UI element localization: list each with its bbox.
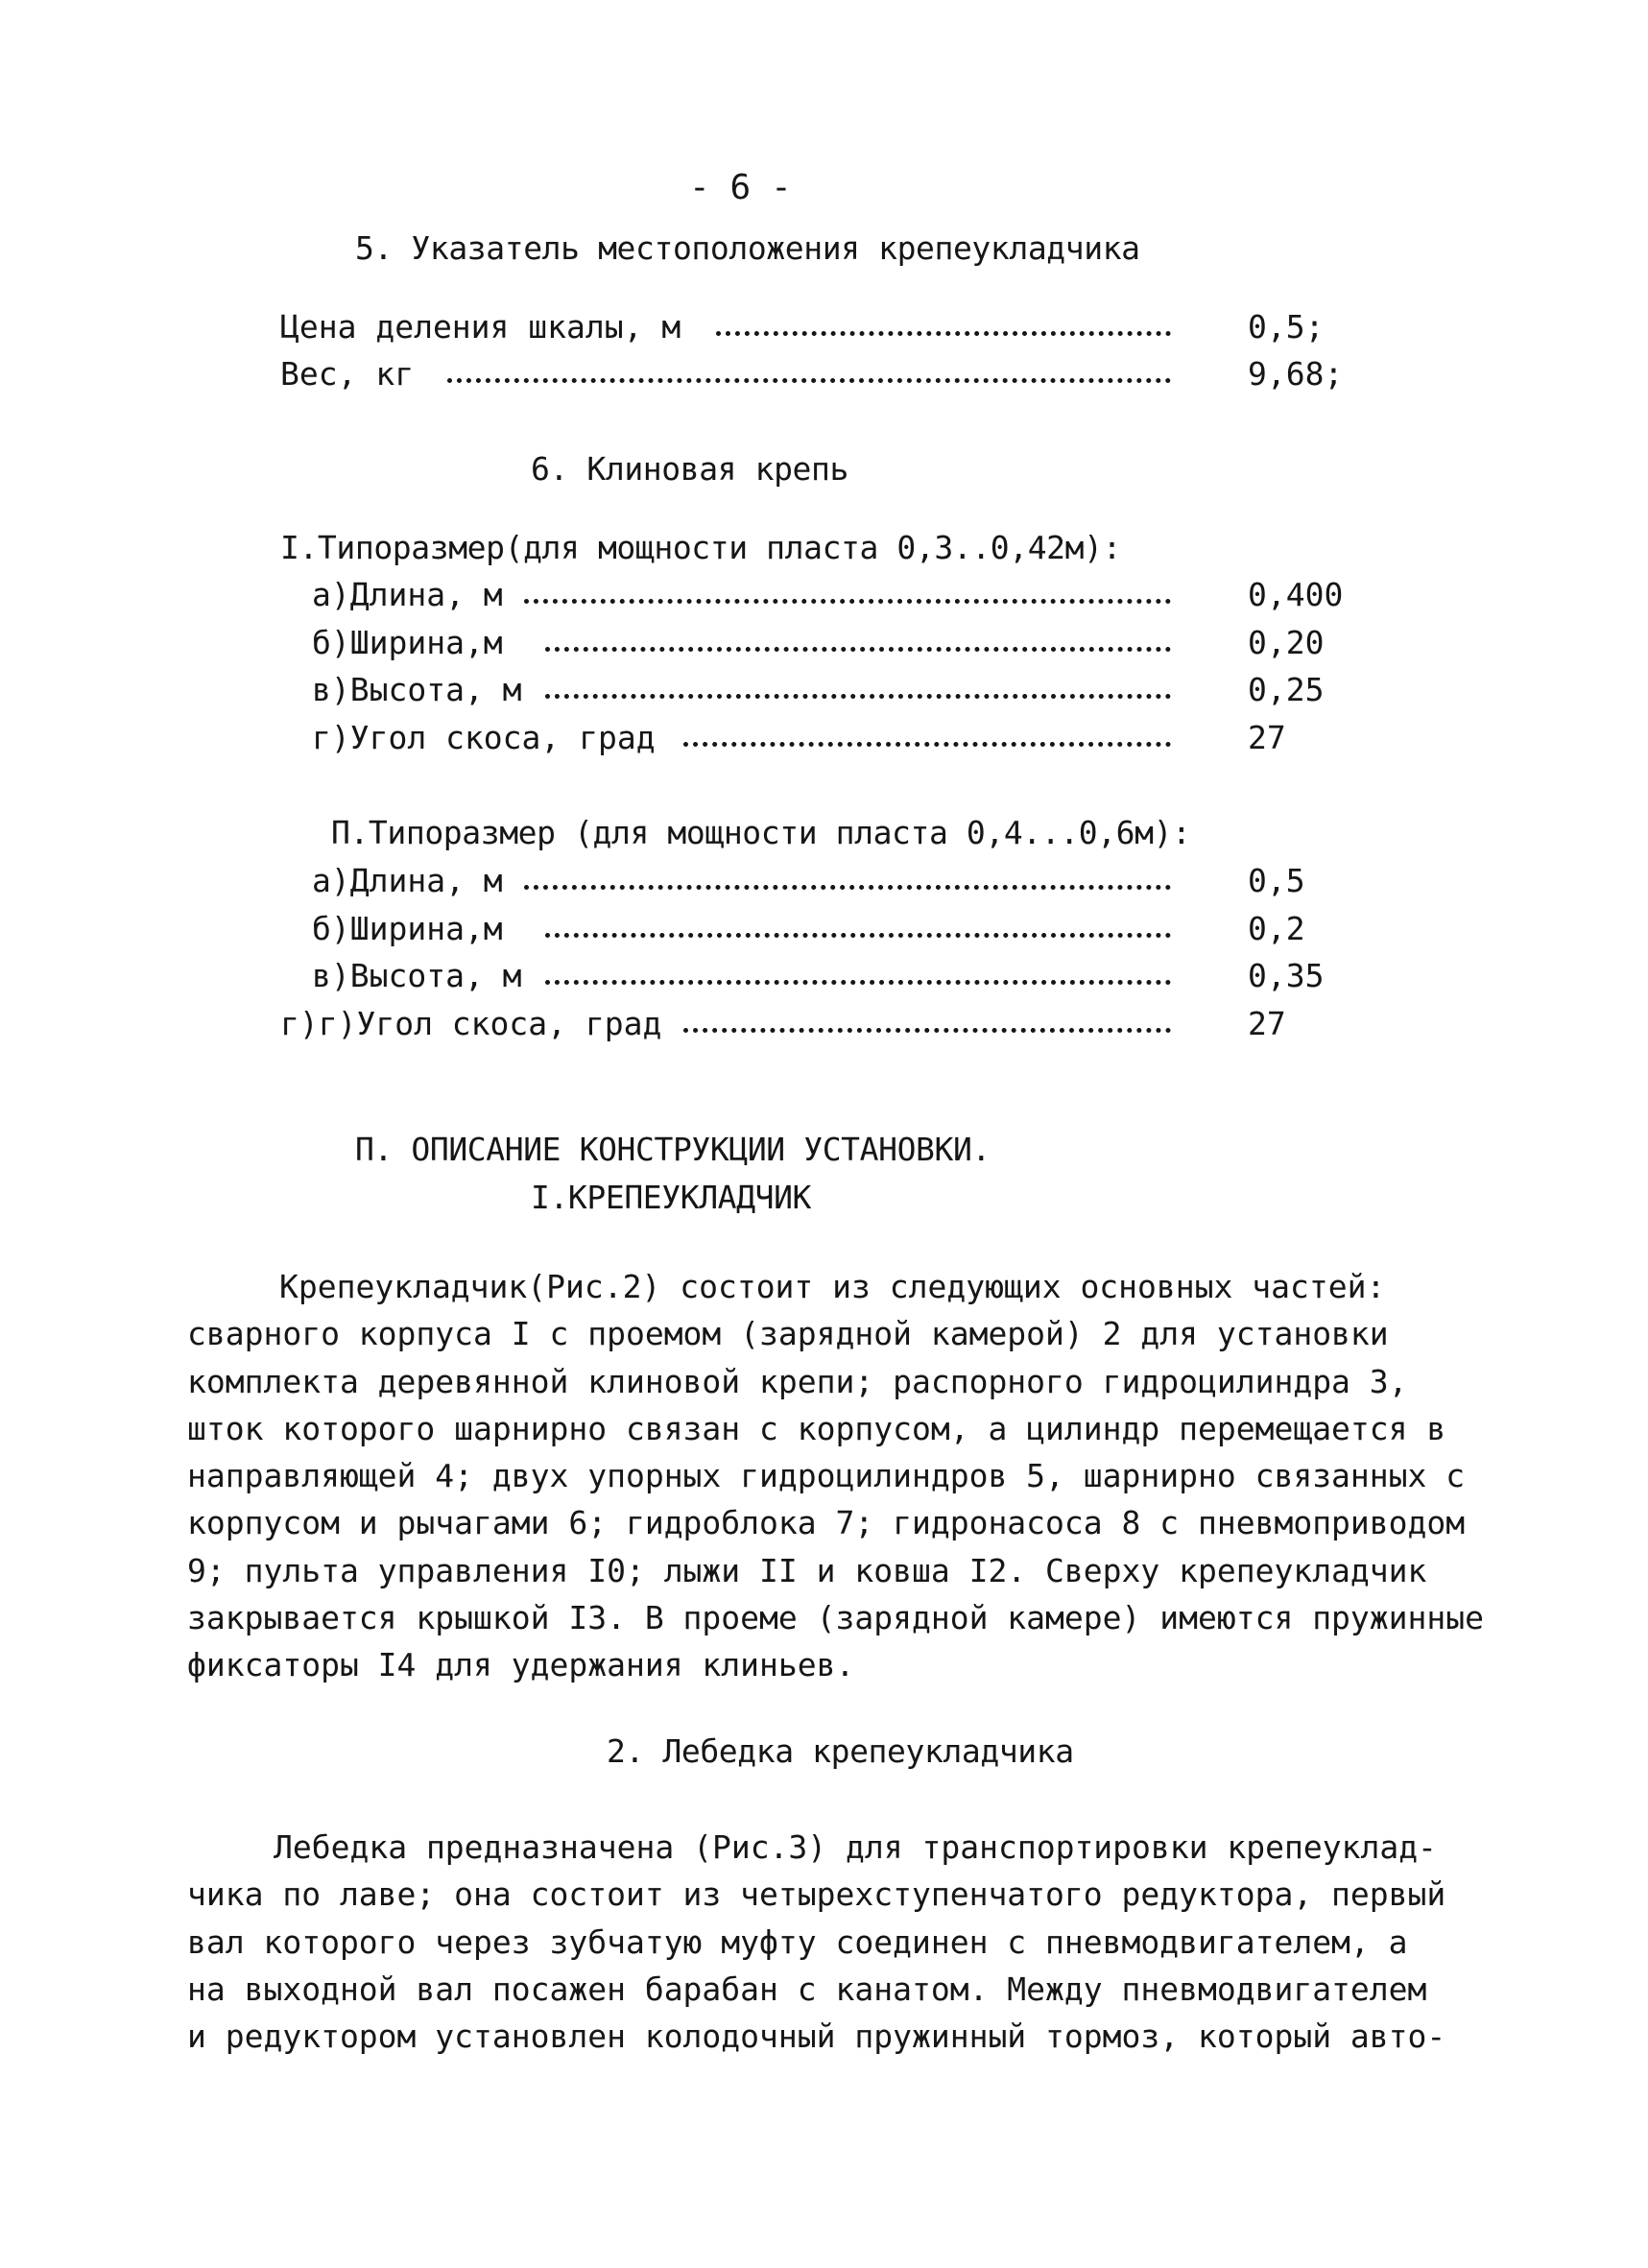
leader-dots [683, 1003, 1171, 1045]
paragraph-1 [187, 1263, 1502, 1689]
spec-label: г)г)Угол скоса, град [280, 1005, 662, 1042]
leader-dots [545, 955, 1171, 997]
spec-label: Вес, кг [280, 355, 415, 393]
spec-value: 9,68; [1248, 355, 1344, 393]
paragraph-line: на выходной вал посажен барабан с канатом. Между пневмодвигателем [187, 1970, 1427, 2008]
spec-value: 0,20 [1248, 624, 1325, 661]
spec-label: Цена деления шкалы, м [280, 308, 681, 346]
paragraph-line: шток которого шарнирно связан с корпусом, а цилиндр перемещается в [187, 1409, 1446, 1447]
leader-dots [545, 908, 1171, 950]
spec-label: в)Высота, м [312, 957, 522, 994]
leader-dots [524, 860, 1171, 902]
spec-value: 0,5; [1248, 308, 1325, 346]
paragraph-2 [187, 1824, 1502, 2060]
size-1-heading: I.Типоразмер(для мощности пласта 0,3..0,42м): [280, 529, 1122, 566]
paragraph-line: Крепеукладчик(Рис.2) состоит из следующих основных частей: [279, 1268, 1386, 1305]
paragraph-line: и редуктором установлен колодочный пружинный тормоз, который авто- [187, 2017, 1446, 2056]
leader-dots [545, 622, 1171, 664]
part-2-title: П. ОПИСАНИЕ КОНСТРУКЦИИ УСТАНОВКИ. [355, 1131, 991, 1168]
spec-label: а)Длина, м [312, 576, 503, 613]
leader-dots [524, 574, 1171, 616]
spec-value: 27 [1248, 719, 1286, 756]
spec-value: 0,35 [1248, 957, 1325, 994]
spec-value: 0,25 [1248, 671, 1325, 708]
paragraph-line: фиксаторы I4 для удержания клиньев. [187, 1646, 855, 1684]
paragraph-line: закрывается крышкой I3. В проеме (зарядной камере) имеются пружинные [187, 1599, 1485, 1637]
page-number: - 6 - [689, 168, 792, 207]
section-2-title: 2. Лебедка крепеукладчика [607, 1732, 1074, 1770]
paragraph-line: комплекта деревянной клиновой крепи; распорного гидроцилиндра 3, [187, 1362, 1408, 1400]
spec-value: 0,2 [1248, 910, 1305, 947]
spec-label: а)Длина, м [312, 862, 503, 899]
section-5-title: 5. Указатель местоположения крепеукладчика [355, 229, 1140, 267]
size-2-heading: П.Типоразмер (для мощности пласта 0,4...0,6м): [331, 814, 1191, 851]
leader-dots [716, 306, 1171, 348]
spec-label: в)Высота, м [312, 671, 522, 708]
spec-label: б)Ширина,м [312, 910, 503, 947]
part-2-subtitle: I.КРЕПЕУКЛАДЧИК [531, 1179, 812, 1216]
spec-label: б)Ширина,м [312, 624, 503, 661]
leader-dots [447, 353, 1171, 395]
spec-label: г)Угол скоса, град [312, 719, 656, 756]
paragraph-line: корпусом и рычагами 6; гидроблока 7; гидронасоса 8 с пневмоприводом [187, 1504, 1466, 1542]
spec-value: 27 [1248, 1005, 1286, 1042]
section-6-title: 6. Клиновая крепь [531, 450, 848, 488]
paragraph-line: Лебедка предназначена (Рис.3) для транспортировки крепеуклад- [274, 1828, 1437, 1866]
leader-dots [683, 717, 1171, 759]
leader-dots [545, 669, 1171, 711]
paragraph-line: направляющей 4; двух упорных гидроцилиндров 5, шарнирно связанных с [187, 1457, 1466, 1495]
spec-value: 0,5 [1248, 862, 1305, 899]
paragraph-line: 9; пульта управления I0; лыжи II и ковша I2. Сверху крепеукладчик [187, 1551, 1427, 1589]
spec-value: 0,400 [1248, 576, 1344, 613]
paragraph-line: сварного корпуса I с проемом (зарядной камерой) 2 для установки [187, 1315, 1389, 1353]
paragraph-line: вал которого через зубчатую муфту соединен с пневмодвигателем, а [187, 1922, 1408, 1961]
paragraph-line: чика по лаве; она состоит из четырехступенчатого редуктора, первый [187, 1875, 1446, 1914]
